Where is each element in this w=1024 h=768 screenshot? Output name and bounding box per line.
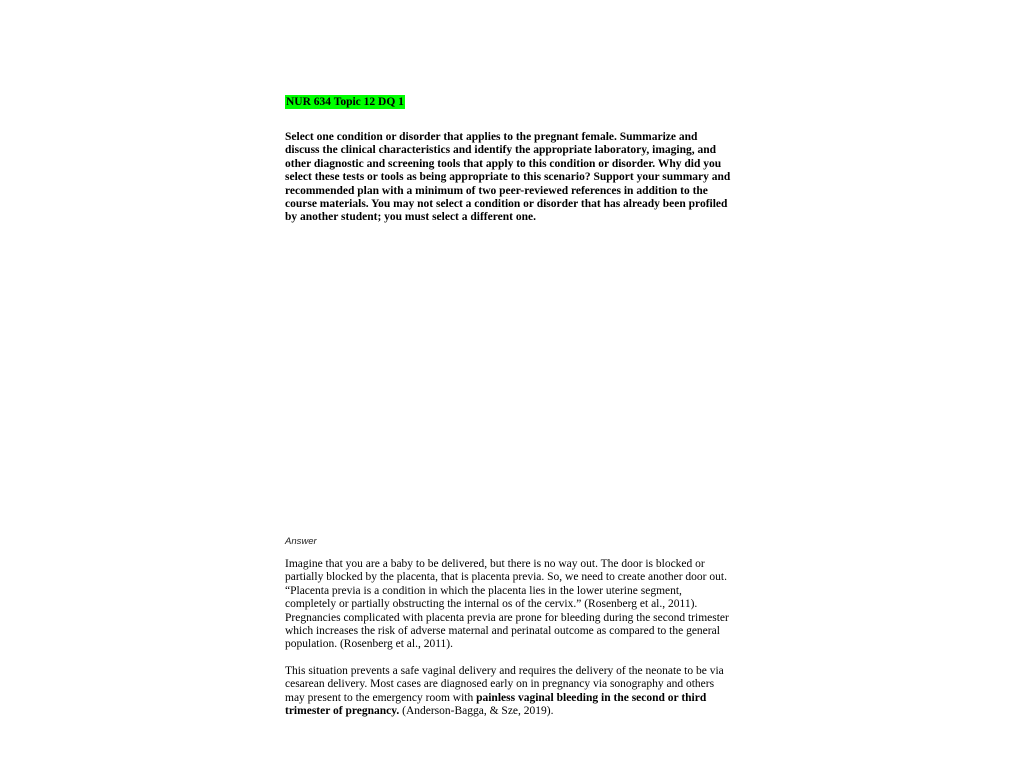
paragraph-line: cesarean delivery. Most cases are diagnosed early on in pregnancy via sonography and others <box>285 678 715 691</box>
paragraph-text: may present to the emergency room with <box>285 691 477 704</box>
paragraph-line: population. (Rosenberg et al., 2011). <box>285 638 453 651</box>
prompt-line: discuss the clinical characteristics and identify the appropriate laboratory, imaging, and <box>285 144 717 157</box>
paragraph-line: This situation prevents a safe vaginal delivery and requires the delivery of the neonate to be via <box>285 665 724 677</box>
paragraph-line: completely or partially obstructing the internal os of the cervix.” (Rosenberg et al., 2011). <box>285 598 698 611</box>
paragraph-line: partially blocked by the placenta, that is placenta previa. So, we need to create another door out. <box>285 571 727 584</box>
prompt-line: select these tests or tools as being appropriate to this scenario? Support your summary and <box>285 171 731 184</box>
document-title: NUR 634 Topic 12 DQ 1 <box>286 96 404 108</box>
paragraph-line: Imagine that you are a baby to be delivered, but there is no way out. The door is blocked or <box>285 558 705 570</box>
paragraph-line: “Placenta previa is a condition in which the placenta lies in the lower uterine segment, <box>285 584 682 597</box>
paragraph-line <box>285 705 745 718</box>
paragraph-line <box>285 692 745 705</box>
prompt-line: by another student; you must select a different one. <box>285 211 536 224</box>
paragraph-line: Pregnancies complicated with placenta previa are prone for bleeding during the second trimester <box>285 611 729 624</box>
emphasized-text: painless vaginal bleeding in the second or third <box>476 691 707 704</box>
citation-text: (Anderson-Bagga, & Sze, 2019). <box>399 705 554 718</box>
prompt-line: Select one condition or disorder that applies to the pregnant female. Summarize and <box>285 131 698 143</box>
answer-paragraph-2 <box>285 665 745 719</box>
prompt-line: course materials. You may not select a condition or disorder that has already been profiled <box>285 198 728 211</box>
discussion-prompt <box>285 131 740 225</box>
paragraph-line: which increases the risk of adverse maternal and perinatal outcome as compared to the general <box>285 625 720 638</box>
answer-label: Answer <box>285 536 317 547</box>
prompt-line: recommended plan with a minimum of two peer-reviewed references in addition to the <box>285 184 708 197</box>
answer-paragraph-1 <box>285 558 745 652</box>
prompt-line: other diagnostic and screening tools that apply to this condition or disorder. Why did you <box>285 157 722 170</box>
emphasized-text: trimester of pregnancy. <box>285 705 400 718</box>
